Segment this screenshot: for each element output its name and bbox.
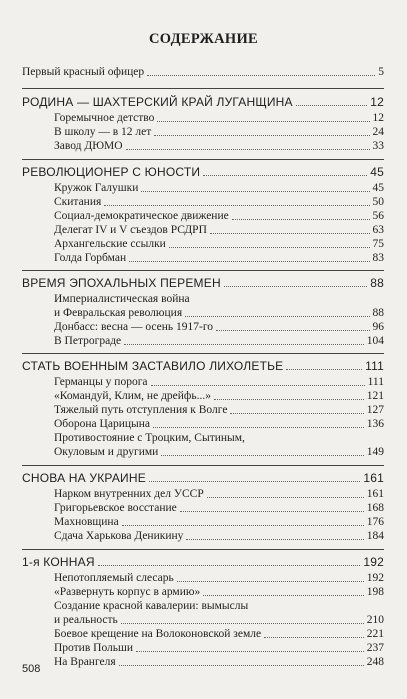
toc-entry-page: 161 bbox=[366, 488, 384, 500]
dot-leader bbox=[230, 413, 363, 414]
dot-leader bbox=[98, 565, 361, 566]
toc-part-heading bbox=[22, 277, 384, 290]
toc-entry-label: и Февральская революция bbox=[54, 307, 183, 319]
toc-entry bbox=[54, 488, 384, 501]
dot-leader bbox=[157, 121, 369, 122]
page-number: 508 bbox=[22, 663, 41, 675]
toc-entry bbox=[54, 252, 384, 265]
toc-entry bbox=[54, 656, 384, 669]
toc-part-heading bbox=[22, 166, 384, 179]
toc-entry-page: 12 bbox=[372, 112, 384, 124]
toc-entry-label: Тяжелый путь отступления к Волге bbox=[54, 404, 228, 416]
toc-entry-label: Первый красный офицер bbox=[22, 66, 145, 78]
toc-entry-label: Донбасс: весна — осень 1917-го bbox=[54, 321, 214, 333]
toc-entry-label: и реальность bbox=[54, 614, 118, 626]
dot-leader bbox=[141, 191, 369, 192]
part-page: 45 bbox=[370, 165, 384, 179]
toc-entry-page: 136 bbox=[366, 418, 384, 430]
toc-entry-page: 127 bbox=[366, 404, 384, 416]
dot-leader bbox=[122, 525, 364, 526]
dot-leader bbox=[147, 75, 375, 76]
toc-entry-label: Григорьевское восстание bbox=[54, 502, 177, 514]
toc-entry-page: 50 bbox=[372, 196, 384, 208]
toc-entry-label: Социал-демократическое движение bbox=[54, 210, 229, 222]
part-title: РОДИНА — ШАХТЕРСКИЙ КРАЙ ЛУГАНЩИНА bbox=[22, 95, 293, 109]
toc-entry-label: В школу — в 12 лет bbox=[54, 126, 152, 138]
dot-leader bbox=[177, 581, 364, 582]
toc-part-heading bbox=[22, 556, 384, 569]
toc-entry-intro bbox=[22, 66, 384, 79]
toc-entry-page: 210 bbox=[366, 614, 384, 626]
dot-leader bbox=[151, 385, 365, 386]
toc-entry-label: Окуловым и другими bbox=[54, 446, 159, 458]
toc-entry bbox=[54, 376, 384, 389]
divider bbox=[22, 270, 384, 271]
toc-entry-page: 104 bbox=[366, 335, 384, 347]
dot-leader bbox=[136, 651, 364, 652]
toc-entry bbox=[54, 502, 384, 515]
toc-entry-label-line1: Империалистическая война bbox=[54, 293, 190, 305]
toc-entry-page: 198 bbox=[366, 586, 384, 598]
toc-entry bbox=[54, 196, 384, 209]
part-title: 1-я КОННАЯ bbox=[22, 555, 95, 569]
toc-entry bbox=[54, 112, 384, 125]
toc-entry bbox=[54, 126, 384, 139]
toc-entry bbox=[54, 238, 384, 251]
toc-entry-label-line1: Противостояние с Троцким, Сытиным, bbox=[54, 432, 245, 444]
dot-leader bbox=[203, 595, 364, 596]
toc-entry-label: Делегат IV и V съездов РСДРП bbox=[54, 224, 207, 236]
toc-entry bbox=[54, 182, 384, 195]
page-title: СОДЕРЖАНИЕ bbox=[148, 31, 259, 47]
part-page: 111 bbox=[365, 359, 384, 373]
dot-leader bbox=[232, 219, 370, 220]
dot-leader bbox=[180, 511, 364, 512]
toc-entry bbox=[54, 307, 384, 320]
part-title: РЕВОЛЮЦИОНЕР С ЮНОСТИ bbox=[22, 165, 201, 179]
toc-entry bbox=[54, 628, 384, 641]
toc-entry-page: 75 bbox=[372, 238, 384, 250]
toc-entry-label: Сдача Харькова Деникину bbox=[54, 530, 184, 542]
toc-entry-label: Непотопляемый слесарь bbox=[54, 572, 174, 584]
toc-entry bbox=[54, 572, 384, 585]
part-page: 88 bbox=[370, 276, 384, 290]
toc-entry-label: Германцы у порога bbox=[54, 376, 148, 388]
toc-entry-label: Архангельские ссылки bbox=[54, 238, 166, 250]
toc-entry-page: 168 bbox=[366, 502, 384, 514]
toc-entry-page: 83 bbox=[372, 252, 384, 264]
toc-entry-page: 149 bbox=[366, 446, 384, 458]
toc-entry-page: 192 bbox=[366, 572, 384, 584]
toc-entry-page: 184 bbox=[366, 530, 384, 542]
toc-entry-label: Горемычное детство bbox=[54, 112, 155, 124]
toc-entry-page: 88 bbox=[372, 307, 384, 319]
dot-leader bbox=[121, 623, 364, 624]
dot-leader bbox=[129, 261, 369, 262]
toc-entry bbox=[54, 210, 384, 223]
divider bbox=[22, 465, 384, 466]
toc-entry-label: Против Польши bbox=[54, 642, 134, 654]
dot-leader bbox=[119, 665, 364, 666]
toc-entry bbox=[54, 530, 384, 543]
part-page: 161 bbox=[363, 471, 384, 485]
part-page: 12 bbox=[370, 95, 384, 109]
part-title: СНОВА НА УКРАИНЕ bbox=[22, 471, 146, 485]
toc-entry-page: 248 bbox=[366, 656, 384, 668]
divider bbox=[22, 353, 384, 354]
toc-entry-page: 63 bbox=[372, 224, 384, 236]
toc-entry bbox=[54, 390, 384, 403]
toc-entry-page: 24 bbox=[372, 126, 384, 138]
toc-entry-label: Голда Горбман bbox=[54, 252, 127, 264]
toc-entry-page: 96 bbox=[372, 321, 384, 333]
toc-entry-label: «Развернуть корпус в армию» bbox=[54, 586, 201, 598]
toc-entry-page: 56 bbox=[372, 210, 384, 222]
toc-entry-page: 5 bbox=[378, 66, 384, 78]
toc-entry bbox=[54, 614, 384, 627]
toc-entry-label: «Командуй, Клим, не дрейфь...» bbox=[54, 390, 211, 402]
toc-entry bbox=[54, 140, 384, 153]
divider bbox=[22, 549, 384, 550]
toc-part-heading bbox=[22, 472, 384, 485]
dot-leader bbox=[104, 205, 369, 206]
dot-leader bbox=[207, 497, 364, 498]
toc-entry-page: 237 bbox=[366, 642, 384, 654]
part-page: 192 bbox=[363, 555, 384, 569]
toc-entry bbox=[54, 224, 384, 237]
dot-leader bbox=[296, 105, 368, 106]
divider bbox=[22, 88, 384, 89]
toc-entry-page: 111 bbox=[367, 376, 384, 388]
toc-entry-label: Нарком внутренних дел УССР bbox=[54, 488, 204, 500]
dot-leader bbox=[216, 330, 369, 331]
dot-leader bbox=[210, 233, 370, 234]
dot-leader bbox=[169, 247, 370, 248]
toc-entry-label: Кружок Галушки bbox=[54, 182, 139, 194]
dot-leader bbox=[185, 316, 369, 317]
toc-entry bbox=[54, 446, 384, 459]
toc-entry-page: 45 bbox=[372, 182, 384, 194]
toc-entry bbox=[54, 335, 384, 348]
part-title: СТАТЬ ВОЕННЫМ ЗАСТАВИЛО ЛИХОЛЕТЬЕ bbox=[22, 359, 284, 373]
dot-leader bbox=[149, 481, 360, 482]
toc-entry bbox=[54, 586, 384, 599]
toc-part-heading bbox=[22, 96, 384, 109]
toc-entry-label: Завод ДЮМО bbox=[54, 140, 123, 152]
toc-part-heading bbox=[22, 360, 384, 373]
dot-leader bbox=[214, 399, 364, 400]
toc-entry-page: 176 bbox=[366, 516, 384, 528]
dot-leader bbox=[264, 637, 364, 638]
toc-entry-page: 221 bbox=[366, 628, 384, 640]
divider bbox=[22, 159, 384, 160]
toc-entry-label-line1: Создание красной кавалерии: вымыслы bbox=[54, 600, 249, 612]
dot-leader bbox=[203, 175, 367, 176]
dot-leader bbox=[286, 369, 362, 370]
dot-leader bbox=[186, 539, 363, 540]
toc-entry-label: Оборона Царицына bbox=[54, 418, 150, 430]
dot-leader bbox=[154, 135, 369, 136]
dot-leader bbox=[126, 149, 370, 150]
toc-entry-label: Махновщина bbox=[54, 516, 119, 528]
toc-entry-page: 33 bbox=[372, 140, 384, 152]
toc-entry bbox=[54, 418, 384, 431]
dot-leader bbox=[224, 286, 367, 287]
toc-entry-label: На Врангеля bbox=[54, 656, 116, 668]
dot-leader bbox=[161, 455, 363, 456]
dot-leader bbox=[124, 344, 364, 345]
toc-entry-label: В Петрограде bbox=[54, 335, 122, 347]
toc-entry bbox=[54, 642, 384, 655]
toc-entry bbox=[54, 516, 384, 529]
toc-entry-label: Боевое крещение на Волоконовской земле bbox=[54, 628, 262, 640]
part-title: ВРЕМЯ ЭПОХАЛЬНЫХ ПЕРЕМЕН bbox=[22, 276, 221, 290]
dot-leader bbox=[153, 427, 364, 428]
toc-entry bbox=[54, 321, 384, 334]
toc-entry bbox=[54, 404, 384, 417]
toc-entry-page: 121 bbox=[366, 390, 384, 402]
toc-entry-label: Скитания bbox=[54, 196, 102, 208]
